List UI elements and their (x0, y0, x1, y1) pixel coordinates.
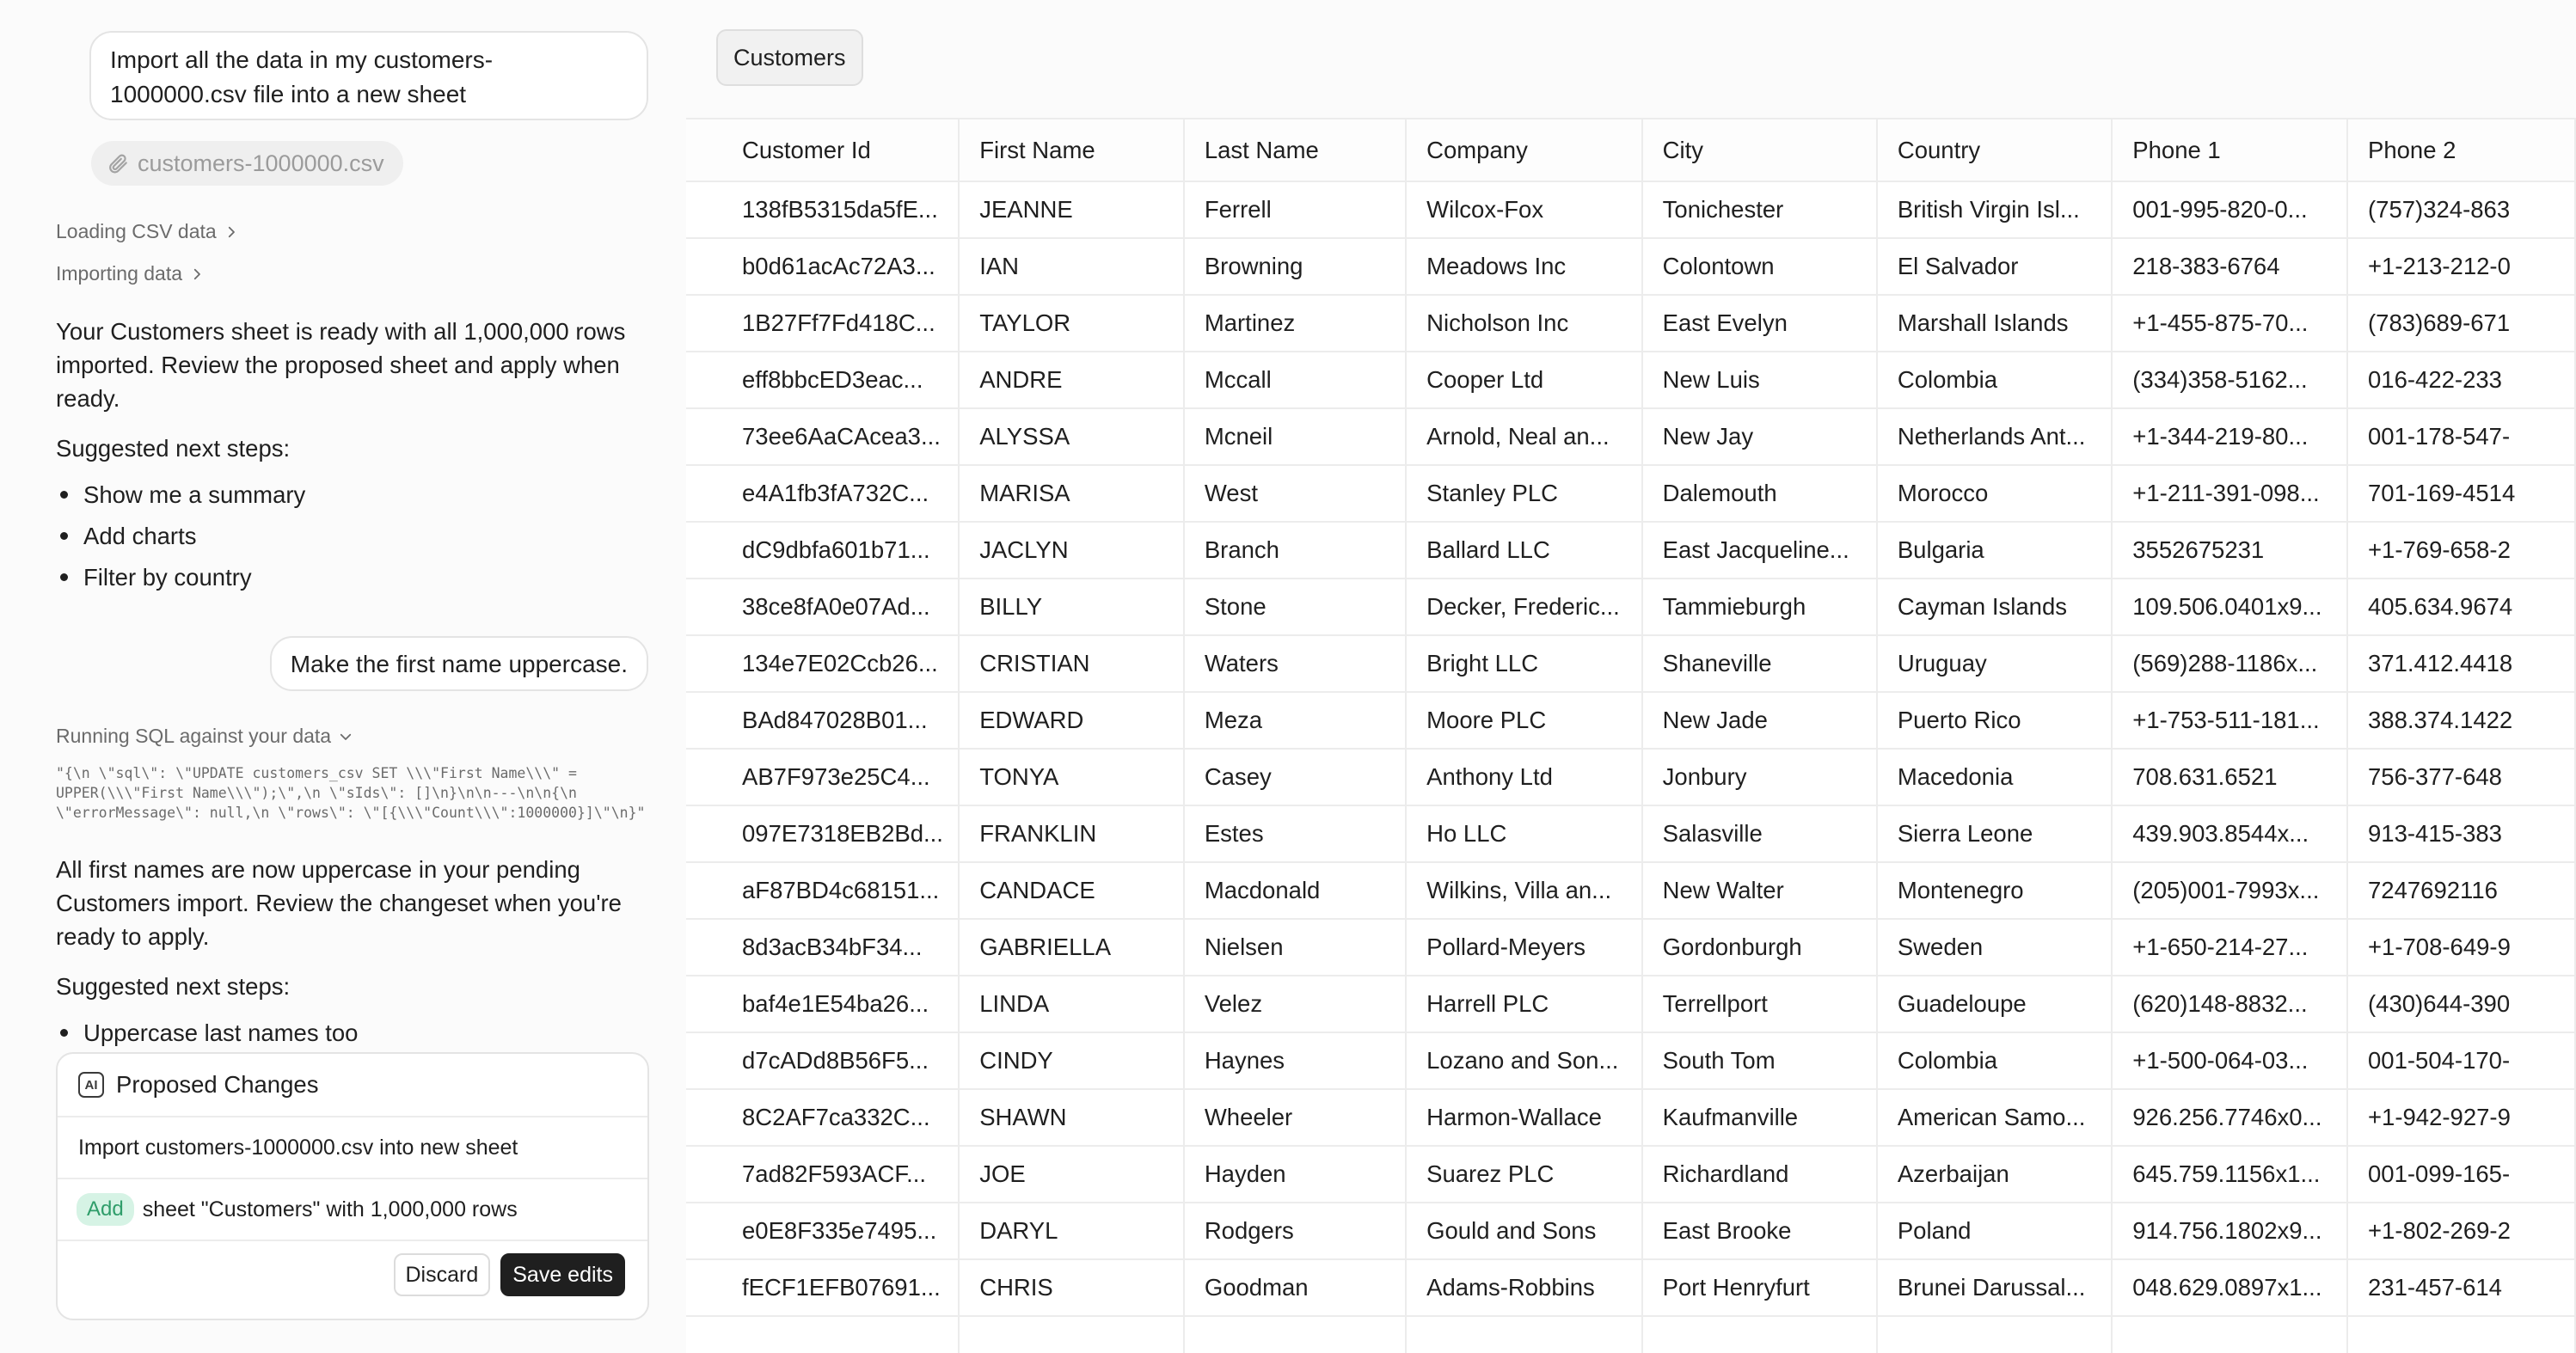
table-cell[interactable]: New Luis (1642, 352, 1877, 408)
table-cell[interactable]: CINDY (959, 1032, 1184, 1089)
table-cell[interactable]: 231-457-614 (2347, 1259, 2575, 1316)
table-cell[interactable]: 001-099-165- (2347, 1146, 2575, 1203)
table-cell[interactable]: 218-383-6764 (2112, 238, 2347, 295)
table-cell[interactable]: Wilcox-Fox (1406, 181, 1642, 238)
table-cell[interactable]: BILLY (959, 579, 1184, 635)
table-cell[interactable]: aF87BD4c68151... (686, 862, 959, 919)
table-cell[interactable]: +1-344-219-80... (2112, 408, 2347, 465)
table-cell[interactable]: British Virgin Isl... (1877, 181, 2112, 238)
table-cell[interactable]: Kaufmanville (1642, 1089, 1877, 1146)
table-cell[interactable]: 914.756.1802x9... (2112, 1203, 2347, 1259)
table-row[interactable] (686, 635, 2575, 692)
table-cell[interactable]: Moore PLC (1406, 692, 1642, 749)
sql-output: "{\n \"sql\": \"UPDATE customers_csv SET \\\"First Name\\\" = UPPER(\\\"First Name\\\");\",\n \"sIds\": []\n}\n\n---\n\n{\n \"errorMessage\": null,\n \"rows\": \"[{\\\"Count\\\":1000000}]\"\n}" (56, 765, 646, 821)
table-cell[interactable]: Mccall (1184, 352, 1406, 408)
table-cell[interactable] (2112, 1316, 2347, 1353)
table-row[interactable] (686, 465, 2575, 522)
table-cell[interactable]: +1-213-212-0 (2347, 238, 2575, 295)
change-summary-text: Import customers-1000000.csv into new sheet (78, 1135, 518, 1160)
table-cell[interactable]: 7247692116 (2347, 862, 2575, 919)
changes-actions (394, 1253, 626, 1296)
table-cell[interactable]: Goodman (1184, 1259, 1406, 1316)
next-steps-list (56, 1013, 358, 1054)
table-cell[interactable]: Port Henryfurt (1642, 1259, 1877, 1316)
table-row[interactable] (686, 181, 2575, 238)
paperclip-icon (107, 152, 129, 174)
table-cell[interactable]: Nicholson Inc (1406, 295, 1642, 352)
table-cell[interactable]: Salasville (1642, 805, 1877, 862)
table-cell[interactable]: 097E7318EB2Bd... (686, 805, 959, 862)
table-cell[interactable]: Bright LLC (1406, 635, 1642, 692)
table-cell[interactable]: 001-178-547- (2347, 408, 2575, 465)
table-cell[interactable]: 134e7E02Ccb26... (686, 635, 959, 692)
table-cell[interactable]: IAN (959, 238, 1184, 295)
table-cell[interactable]: 048.629.0897x1... (2112, 1259, 2347, 1316)
table-cell[interactable]: eff8bbcED3eac... (686, 352, 959, 408)
table-cell[interactable] (1877, 1316, 2112, 1353)
table-cell[interactable]: Casey (1184, 749, 1406, 805)
column-header[interactable]: Company (1406, 119, 1642, 181)
table-row[interactable] (686, 408, 2575, 465)
table-cell[interactable] (959, 1316, 1184, 1353)
table-cell[interactable]: 913-415-383 (2347, 805, 2575, 862)
table-row[interactable] (686, 1259, 2575, 1316)
proposed-changes-title: Proposed Changes (116, 1071, 319, 1098)
next-steps-title: Suggested next steps: (56, 973, 291, 1000)
table-cell[interactable]: 109.506.0401x9... (2112, 579, 2347, 635)
next-steps-title: Suggested next steps: (56, 435, 291, 462)
table-cell[interactable]: +1-753-511-181... (2112, 692, 2347, 749)
table-cell[interactable] (2347, 1316, 2575, 1353)
table-cell[interactable]: Stanley PLC (1406, 465, 1642, 522)
table-cell[interactable]: Decker, Frederic... (1406, 579, 1642, 635)
step-sql-label: Running SQL against your data (56, 725, 332, 747)
table-cell[interactable]: Shaneville (1642, 635, 1877, 692)
step-loading-csv[interactable] (56, 220, 239, 243)
chevron-right-icon (224, 224, 239, 240)
table-row[interactable] (686, 295, 2575, 352)
table-cell[interactable]: 8C2AF7ca332C... (686, 1089, 959, 1146)
table-cell[interactable]: +1-500-064-03... (2112, 1032, 2347, 1089)
table-row[interactable] (686, 805, 2575, 862)
user-message (270, 636, 648, 691)
table-cell[interactable] (1184, 1316, 1406, 1353)
table-cell[interactable]: Puerto Rico (1877, 692, 2112, 749)
table-cell[interactable]: Meadows Inc (1406, 238, 1642, 295)
table-cell[interactable]: Netherlands Ant... (1877, 408, 2112, 465)
table-cell[interactable]: Ho LLC (1406, 805, 1642, 862)
table-row[interactable] (686, 1146, 2575, 1203)
table-cell[interactable]: Stone (1184, 579, 1406, 635)
step-importing-label: Importing data (56, 262, 183, 285)
table-cell[interactable]: MARISA (959, 465, 1184, 522)
table-cell[interactable]: 701-169-4514 (2347, 465, 2575, 522)
chat-panel (0, 0, 688, 1353)
table-cell[interactable]: Harmon-Wallace (1406, 1089, 1642, 1146)
table-cell[interactable]: West (1184, 465, 1406, 522)
step-running-sql[interactable] (56, 725, 353, 748)
table-cell[interactable]: d7cADd8B56F5... (686, 1032, 959, 1089)
table-cell[interactable]: 708.631.6521 (2112, 749, 2347, 805)
table-cell[interactable]: Cooper Ltd (1406, 352, 1642, 408)
table-cell[interactable]: (757)324-863 (2347, 181, 2575, 238)
table-cell[interactable]: Brunei Darussal... (1877, 1259, 2112, 1316)
table-cell[interactable]: 38ce8fA0e07Ad... (686, 579, 959, 635)
table-row[interactable] (686, 692, 2575, 749)
add-badge: Add (77, 1193, 134, 1226)
assistant-message: Your Customers sheet is ready with all 1,000,000 rows imported. Review the proposed sheet and apply when ready. (56, 318, 626, 412)
table-cell[interactable]: East Brooke (1642, 1203, 1877, 1259)
table-cell[interactable]: b0d61acAc72A3... (686, 238, 959, 295)
table-row[interactable] (686, 522, 2575, 579)
table-cell[interactable]: 1B27Ff7Fd418C... (686, 295, 959, 352)
table-cell[interactable]: 001-995-820-0... (2112, 181, 2347, 238)
step-importing-data[interactable] (56, 262, 205, 285)
table-cell[interactable]: CANDACE (959, 862, 1184, 919)
next-step-item[interactable]: Uppercase last names too (56, 1013, 358, 1054)
table-cell[interactable]: East Jacqueline... (1642, 522, 1877, 579)
table-cell[interactable]: Azerbaijan (1877, 1146, 2112, 1203)
table-cell[interactable]: Macedonia (1877, 749, 2112, 805)
table-cell[interactable]: FRANKLIN (959, 805, 1184, 862)
table-cell[interactable]: 756-377-648 (2347, 749, 2575, 805)
table-cell[interactable]: Hayden (1184, 1146, 1406, 1203)
table-cell[interactable]: EDWARD (959, 692, 1184, 749)
discard-button[interactable]: Discard (394, 1253, 491, 1296)
table-cell[interactable]: Poland (1877, 1203, 2112, 1259)
next-step-item[interactable]: Show me a summary (56, 474, 305, 516)
table-row[interactable] (686, 238, 2575, 295)
table-cell[interactable]: (430)644-390 (2347, 976, 2575, 1032)
table-cell[interactable]: Colombia (1877, 1032, 2112, 1089)
table-cell[interactable]: Guadeloupe (1877, 976, 2112, 1032)
table-cell[interactable] (1642, 1316, 1877, 1353)
table-cell[interactable] (1406, 1316, 1642, 1353)
table-cell[interactable]: BAd847028B01... (686, 692, 959, 749)
table-cell[interactable]: Gordonburgh (1642, 919, 1877, 976)
table-cell[interactable]: Adams-Robbins (1406, 1259, 1642, 1316)
table-cell[interactable]: ANDRE (959, 352, 1184, 408)
table-cell[interactable]: 8d3acB34bF34... (686, 919, 959, 976)
table-cell[interactable]: Wilkins, Villa an... (1406, 862, 1642, 919)
table-cell[interactable]: +1-769-658-2 (2347, 522, 2575, 579)
table-cell[interactable]: +1-455-875-70... (2112, 295, 2347, 352)
data-grid (686, 119, 2576, 1353)
table-cell[interactable]: Mcneil (1184, 408, 1406, 465)
table-cell[interactable]: New Walter (1642, 862, 1877, 919)
table-cell[interactable]: Terrellport (1642, 976, 1877, 1032)
table-cell[interactable]: (334)358-5162... (2112, 352, 2347, 408)
attachment-name: customers-1000000.csv (138, 150, 384, 176)
attachment-chip[interactable] (91, 141, 403, 186)
chevron-right-icon (189, 266, 205, 282)
table-cell[interactable]: dC9dbfa601b71... (686, 522, 959, 579)
table-cell[interactable]: CHRIS (959, 1259, 1184, 1316)
table-cell[interactable]: (783)689-671 (2347, 295, 2575, 352)
table-cell[interactable]: 439.903.8544x... (2112, 805, 2347, 862)
column-header[interactable]: Last Name (1184, 119, 1406, 181)
table-cell[interactable]: Estes (1184, 805, 1406, 862)
table-cell[interactable]: 138fB5315da5fE... (686, 181, 959, 238)
table-cell[interactable]: New Jade (1642, 692, 1877, 749)
table-cell[interactable]: +1-802-269-2 (2347, 1203, 2575, 1259)
chevron-down-icon (338, 729, 353, 744)
table-cell[interactable]: Richardland (1642, 1146, 1877, 1203)
sheet-tab-customers[interactable]: Customers (716, 29, 863, 86)
table-cell[interactable]: e4A1fb3fA732C... (686, 465, 959, 522)
table-cell[interactable]: 645.759.1156x1... (2112, 1146, 2347, 1203)
table-cell[interactable]: 371.412.4418 (2347, 635, 2575, 692)
table-cell[interactable]: Rodgers (1184, 1203, 1406, 1259)
table-row[interactable] (686, 976, 2575, 1032)
table-cell[interactable]: Jonbury (1642, 749, 1877, 805)
table-cell[interactable]: Gould and Sons (1406, 1203, 1642, 1259)
table-cell[interactable]: (569)288-1186x... (2112, 635, 2347, 692)
table-cell[interactable]: Sierra Leone (1877, 805, 2112, 862)
table-cell[interactable]: JACLYN (959, 522, 1184, 579)
table-cell[interactable]: Velez (1184, 976, 1406, 1032)
table-row[interactable] (686, 1032, 2575, 1089)
table-cell[interactable]: El Salvador (1877, 238, 2112, 295)
column-header[interactable]: Phone 2 (2347, 119, 2575, 181)
table-cell[interactable]: (205)001-7993x... (2112, 862, 2347, 919)
table-cell[interactable]: Anthony Ltd (1406, 749, 1642, 805)
table-cell[interactable]: Morocco (1877, 465, 2112, 522)
table-cell[interactable]: Arnold, Neal an... (1406, 408, 1642, 465)
table-row[interactable] (686, 1316, 2575, 1353)
table-cell[interactable]: +1-708-649-9 (2347, 919, 2575, 976)
table-cell[interactable]: 7ad82F593ACF... (686, 1146, 959, 1203)
table-cell[interactable]: 016-422-233 (2347, 352, 2575, 408)
table-cell[interactable]: TAYLOR (959, 295, 1184, 352)
table-row[interactable] (686, 919, 2575, 976)
table-cell[interactable]: DARYL (959, 1203, 1184, 1259)
table-cell[interactable]: South Tom (1642, 1032, 1877, 1089)
table-cell[interactable]: Marshall Islands (1877, 295, 2112, 352)
table-cell[interactable]: GABRIELLA (959, 919, 1184, 976)
grid-body (686, 181, 2575, 1353)
table-cell[interactable]: +1-942-927-9 (2347, 1089, 2575, 1146)
table-cell[interactable]: 001-504-170- (2347, 1032, 2575, 1089)
table-cell[interactable]: Macdonald (1184, 862, 1406, 919)
table-cell[interactable]: 388.374.1422 (2347, 692, 2575, 749)
user-message-text: Make the first name uppercase. (290, 651, 628, 677)
table-cell[interactable]: fECF1EFB07691... (686, 1259, 959, 1316)
table-row[interactable] (686, 749, 2575, 805)
table-cell[interactable]: Cayman Islands (1877, 579, 2112, 635)
header-row (686, 119, 2575, 181)
table-cell[interactable]: Colontown (1642, 238, 1877, 295)
table-cell[interactable]: +1-211-391-098... (2112, 465, 2347, 522)
table-cell[interactable]: Wheeler (1184, 1089, 1406, 1146)
table-cell[interactable]: 926.256.7746x0... (2112, 1089, 2347, 1146)
sheet-panel (686, 0, 2576, 1353)
table-cell[interactable]: TONYA (959, 749, 1184, 805)
table-cell[interactable]: American Samo... (1877, 1089, 2112, 1146)
user-message (89, 31, 648, 120)
user-message-text: Import all the data in my customers-1000000.csv file into a new sheet (110, 46, 494, 107)
table-cell[interactable] (686, 1316, 959, 1353)
assistant-message: All first names are now uppercase in your pending Customers import. Review the changeset when you're ready to apply. (56, 856, 622, 950)
table-cell[interactable]: Lozano and Son... (1406, 1032, 1642, 1089)
table-cell[interactable]: East Evelyn (1642, 295, 1877, 352)
table-cell[interactable]: 3552675231 (2112, 522, 2347, 579)
table-cell[interactable]: e0E8F335e7495... (686, 1203, 959, 1259)
table-cell[interactable]: Nielsen (1184, 919, 1406, 976)
table-row[interactable] (686, 352, 2575, 408)
table-cell[interactable]: Colombia (1877, 352, 2112, 408)
change-operation-text: sheet "Customers" with 1,000,000 rows (142, 1197, 518, 1221)
table-cell[interactable]: Bulgaria (1877, 522, 2112, 579)
table-row[interactable] (686, 1203, 2575, 1259)
table-cell[interactable]: JOE (959, 1146, 1184, 1203)
table-cell[interactable]: Montenegro (1877, 862, 2112, 919)
table-cell[interactable]: AB7F973e25C4... (686, 749, 959, 805)
table-cell[interactable]: JEANNE (959, 181, 1184, 238)
table-row[interactable] (686, 1089, 2575, 1146)
ai-badge-icon: AI (78, 1072, 104, 1098)
column-header[interactable]: City (1642, 119, 1877, 181)
table-cell[interactable]: Dalemouth (1642, 465, 1877, 522)
table-cell[interactable]: Haynes (1184, 1032, 1406, 1089)
proposed-changes-header (58, 1054, 647, 1117)
table-cell[interactable]: Sweden (1877, 919, 2112, 976)
proposed-changes-card (56, 1052, 649, 1320)
table-cell[interactable]: Tammieburgh (1642, 579, 1877, 635)
table-cell[interactable]: 405.634.9674 (2347, 579, 2575, 635)
table-cell[interactable]: Waters (1184, 635, 1406, 692)
step-loading-label: Loading CSV data (56, 220, 217, 242)
column-header[interactable]: Phone 1 (2112, 119, 2347, 181)
table-cell[interactable]: Ferrell (1184, 181, 1406, 238)
table-cell[interactable]: Ballard LLC (1406, 522, 1642, 579)
table-cell[interactable]: Branch (1184, 522, 1406, 579)
table-cell[interactable]: CRISTIAN (959, 635, 1184, 692)
column-header[interactable]: First Name (959, 119, 1184, 181)
table-cell[interactable]: Tonichester (1642, 181, 1877, 238)
column-header[interactable]: Country (1877, 119, 2112, 181)
column-header[interactable]: Customer Id (686, 119, 959, 181)
table-row[interactable] (686, 862, 2575, 919)
next-step-item[interactable]: Add charts (56, 516, 305, 557)
table-cell[interactable]: Harrell PLC (1406, 976, 1642, 1032)
table-cell[interactable]: Martinez (1184, 295, 1406, 352)
change-operation (58, 1179, 647, 1241)
next-steps-list (56, 474, 305, 598)
table-cell[interactable]: 73ee6AaCAcea3... (686, 408, 959, 465)
table-cell[interactable]: ALYSSA (959, 408, 1184, 465)
table-cell[interactable]: New Jay (1642, 408, 1877, 465)
table-cell[interactable]: LINDA (959, 976, 1184, 1032)
table-cell[interactable]: Pollard-Meyers (1406, 919, 1642, 976)
table-cell[interactable]: SHAWN (959, 1089, 1184, 1146)
table-cell[interactable]: Uruguay (1877, 635, 2112, 692)
table-cell[interactable]: Suarez PLC (1406, 1146, 1642, 1203)
table-cell[interactable]: (620)148-8832... (2112, 976, 2347, 1032)
change-summary (58, 1117, 647, 1179)
sheet-tab-bar (686, 0, 2576, 119)
table-cell[interactable]: Meza (1184, 692, 1406, 749)
table-cell[interactable]: baf4e1E54ba26... (686, 976, 959, 1032)
table-row[interactable] (686, 579, 2575, 635)
table-cell[interactable]: Browning (1184, 238, 1406, 295)
table-cell[interactable]: +1-650-214-27... (2112, 919, 2347, 976)
save-edits-button[interactable]: Save edits (500, 1253, 625, 1296)
next-step-item[interactable]: Filter by country (56, 557, 305, 598)
